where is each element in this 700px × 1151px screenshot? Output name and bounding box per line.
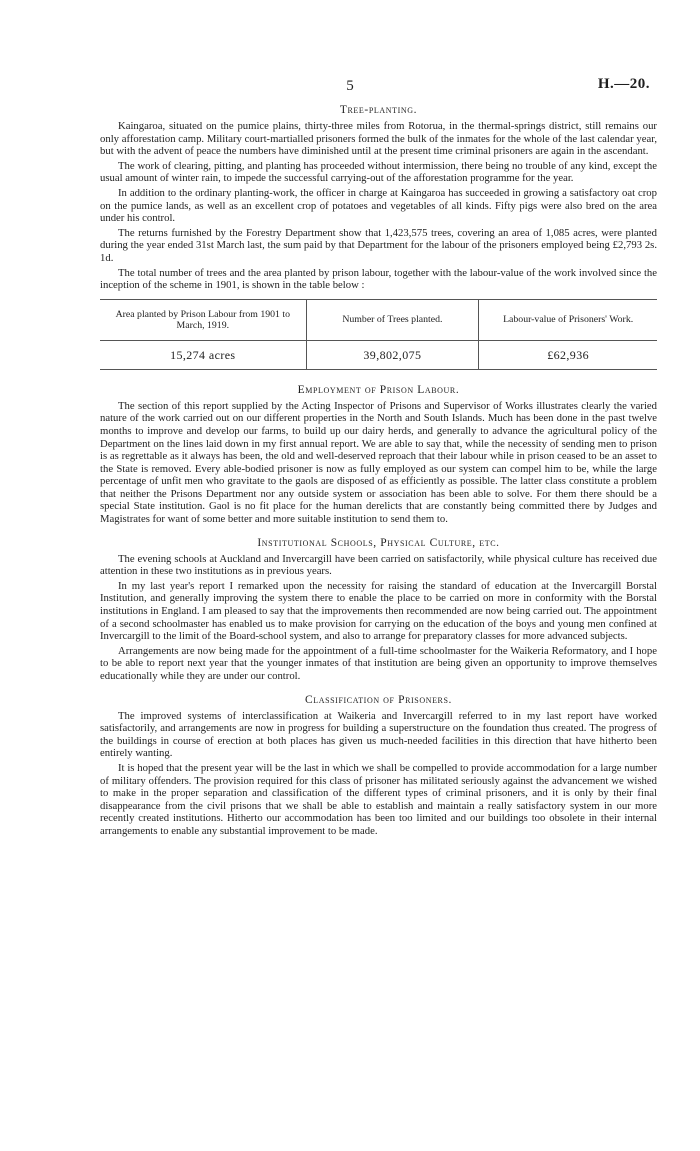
paragraph: The total number of trees and the area planted by prison labour, together with the labour-value of the work involved since the inception of the scheme in 1901, is shown in the table below : — [100, 266, 657, 292]
document-reference: H.—20. — [597, 76, 650, 92]
paragraph: In addition to the ordinary planting-work, the officer in charge at Kaingaroa has succeeded in growing a satisfactory oat crop on the pumice lands, as well as an excellent crop of potatoes and vegetables of all kinds. Fifty pigs were also bred on the area under his control. — [100, 186, 657, 225]
section-heading: Institutional Schools, Physical Culture, etc. — [257, 536, 500, 549]
paragraph: The section of this report supplied by the Acting Inspector of Prisons and Supervisor of Works illustrates clearly the varied nature of the work carried out on our different properties in the North and South Islands. Much has been done in the past twelve months to improve and develop our farms, to build up our dairy herds, and generally to advance the agricultural policy of the Department on the lines laid down in my first annual report. We are able to say that, while the necessity of sending men to prison is as regrettable as it always has been, the old and well-deserved reproach that their labour while in prison ceased to be an asset to the State is removed. Every able-bodied prisoner is now as fully employed as our system can compel him to be, while the large percentage of unfit men who gravitate to the gaols are disposed of as efficiently as possible. The latter class constitute a problem that neither the Prisons Department nor any outside system or association has been able to solve. For them there should be a special State institution. Gaol is no fit place for the human derelicts that are constantly being committed there by Judges and Magistrates for want of some better and more suitable institution to send them to. — [100, 399, 657, 526]
table-header-row — [100, 299, 657, 340]
paragraph: Kaingaroa, situated on the pumice plains, thirty-three miles from Rotorua, in the thermal-springs district, still remains our only afforestation camp. Military court-martialled prisoners formed the bulk of the inmates for the whole of the last calendar year, but with the advent of peace the numbers have diminished until at the present time criminal prisoners are again in the ascendant. — [100, 120, 657, 158]
column-header-trees: Number of Trees planted. — [306, 299, 479, 340]
section-heading: Employment of Prison Labour. — [297, 383, 460, 396]
cell-area: 15,274 acres — [170, 347, 236, 362]
cell-labour-value: £62,936 — [479, 340, 657, 369]
table-row — [100, 340, 657, 369]
section-classification — [100, 694, 657, 838]
paragraph: The evening schools at Auckland and Invercargill have been carried on satisfactorily, while physical culture has received due attention in these two institutions as in previous years. — [100, 552, 657, 578]
page-number: 5 — [346, 78, 354, 94]
section-institutional-schools — [100, 537, 657, 683]
paragraph: It is hoped that the present year will be the last in which we shall be compelled to provide accommodation for a large number of military offenders. The provision required for this class of prisoner has militated seriously against the advancement we wished to make in the proper separation and classification of the different types of criminal prisoners, and it is only by their final disappearance from the civil prisons that we shall be able to establish and maintain a really satisfactory system in our more recently created institutions. Hitherto our accommodation has been too limited and our buildings too obsolete in their internal arrangements to enable any substantial improvement to be made. — [100, 761, 657, 837]
cell-trees: 39,802,075 — [306, 340, 479, 369]
section-heading: Classification of Prisoners. — [304, 693, 453, 706]
paragraph: In my last year's report I remarked upon the necessity for raising the standard of education at the Invercargill Borstal Institution, and generally improving the system there to enable the place to be carried on more in conformity with the Borstal institutions in England. I am pleased to say that the improvements then recommended are now being carried out. The appointment of a second schoolmaster has enabled us to make provision for carrying on the education of the boys and young men confined at Invercargill to the limit of the Board-school system, and also to arrange for preparatory classes for more advanced subjects. — [100, 579, 657, 643]
section-employment — [100, 384, 657, 526]
section-heading: Tree-planting. — [339, 104, 418, 116]
column-header-area: Area planted by Prison Labour from 1901 to March, 1919. — [115, 308, 290, 331]
column-header-labour-value: Labour-value of Prisoners' Work. — [479, 299, 657, 340]
section-tree-planting — [100, 104, 657, 292]
planting-table — [100, 299, 657, 370]
page-body — [100, 104, 657, 840]
paragraph: The work of clearing, pitting, and planting has proceeded without intermission, there being no trouble of any kind, except the usual amount of winter rain, to impede the successful carrying-out of the afforestation programme for the year. — [100, 159, 657, 185]
paragraph: Arrangements are now being made for the appointment of a full-time schoolmaster for the Waikeria Reformatory, and I hope to be able to report next year that the younger inmates of that institution are being given an opportunity to improve themselves educationally while they are under our control. — [100, 644, 657, 682]
paragraph: The returns furnished by the Forestry Department show that 1,423,575 trees, covering an area of 1,085 acres, were planted during the year ended 31st March last, the sum paid by that Department for the labour of the prisoners employed being £2,793 2s. 1d. — [100, 226, 657, 264]
paragraph: The improved systems of interclassification at Waikeria and Invercargill referred to in my last report have worked satisfactorily, and arrangements are now in progress for building a superstructure on the foundation thus created. The progress of the buildings in course of erection at both places has given us much-needed facilities in this direction that have hitherto been entirely wanting. — [100, 709, 657, 760]
